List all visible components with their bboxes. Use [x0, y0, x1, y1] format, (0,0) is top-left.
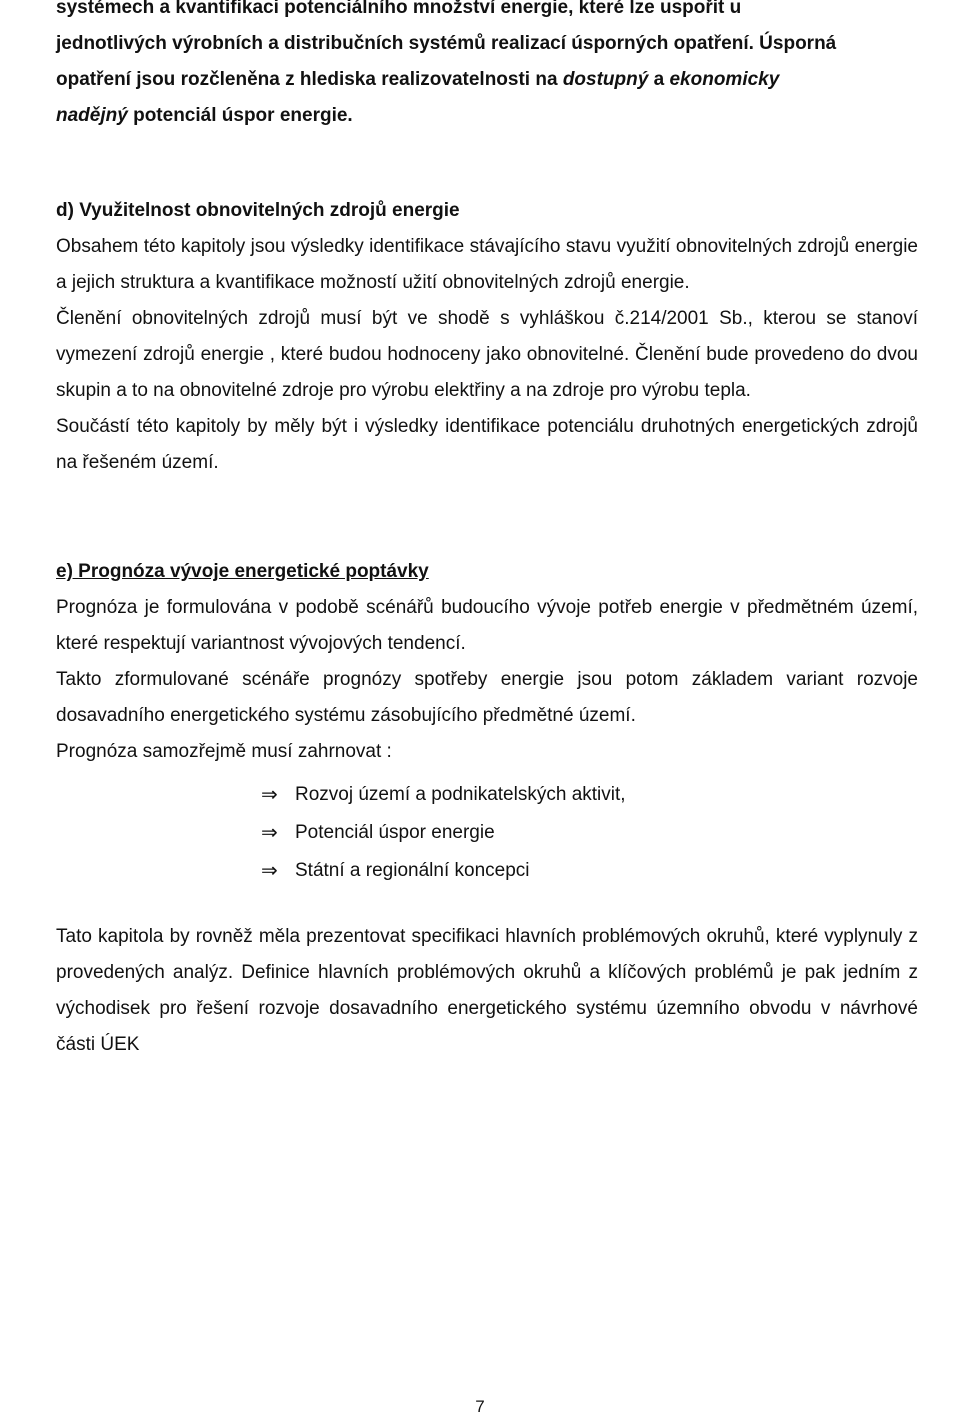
italic-nadejny: nadějný [56, 105, 128, 126]
double-arrow-right-icon: ⇒ [261, 822, 278, 844]
page-number: 7 [475, 1397, 485, 1416]
list-item: ⇒ Státní a regionální koncepci [261, 852, 918, 890]
intro-line-3: opatření jsou rozčleněna z hlediska realizovatelnosti na dostupný a ekonomicky [56, 69, 780, 90]
section-e-heading: e) Prognóza vývoje energetické poptávky [56, 561, 429, 582]
section-d-paragraph-3: Součástí této kapitoly by měly být i výsledky identifikace potenciálu druhotných energetických zdrojů na řešeném území. [56, 416, 918, 473]
double-arrow-right-icon: ⇒ [261, 860, 278, 882]
closing-text: Tato kapitola by rovněž měla prezentovat specifikaci hlavních problémových okruhů, které vyplynuly z provedených analýz. Definice hlavních problémových okruhů a klíčových problémů je pak jedním z východisek pro řešení rozvoje dosavadního energetického systému územního obvodu v návrhové části ÚEK [56, 926, 918, 1055]
section-e-paragraph-2: Takto zformulované scénáře prognózy spotřeby energie jsou potom základem variant rozvoje dosavadního energetického systému zásobujícího předmětné území. [56, 669, 918, 726]
intro-paragraph [56, 0, 918, 134]
section-d-heading: d) Využitelnost obnovitelných zdrojů energie [56, 200, 460, 221]
section-e [56, 554, 918, 890]
italic-ekonomicky: ekonomicky [669, 69, 780, 90]
section-d-paragraph-2: Členění obnovitelných zdrojů musí být ve shodě s vyhláškou č.214/2001 Sb., kterou se stanoví vymezení zdrojů energie , které budou hodnoceny jako obnovitelné. Členění bude provedeno do dvou skupin a to na obnovitelné zdroje pro výrobu elektřiny a na zdroje pro výrobu tepla. [56, 308, 919, 401]
intro-line-1: systémech a kvantifikaci potenciálního množství energie, které lze uspořit u [56, 0, 742, 18]
intro-line-4: nadějný potenciál úspor energie. [56, 105, 353, 126]
list-item: ⇒ Rozvoj území a podnikatelských aktivit, [261, 776, 918, 814]
section-d-paragraph-1: Obsahem této kapitoly jsou výsledky identifikace stávajícího stavu využití obnovitelných zdrojů energie a jejich struktura a kvantifikace možností užití obnovitelných zdrojů energie. [56, 236, 918, 293]
prognosis-list [261, 776, 918, 890]
section-e-paragraph-3: Prognóza samozřejmě musí zahrnovat : [56, 741, 392, 762]
double-arrow-right-icon: ⇒ [261, 784, 278, 806]
italic-dostupny: dostupný [562, 69, 649, 90]
intro-line-2: jednotlivých výrobních a distribučních systémů realizací úsporných opatření. Úsporná [56, 33, 837, 54]
section-e-paragraph-1: Prognóza je formulována v podobě scénářů budoucího vývoje potřeb energie v předmětném území, které respektují variantnost vývojových tendencí. [56, 597, 918, 654]
closing-paragraph [56, 919, 918, 1063]
section-d [56, 193, 918, 481]
list-item: ⇒ Potenciál úspor energie [261, 814, 918, 852]
